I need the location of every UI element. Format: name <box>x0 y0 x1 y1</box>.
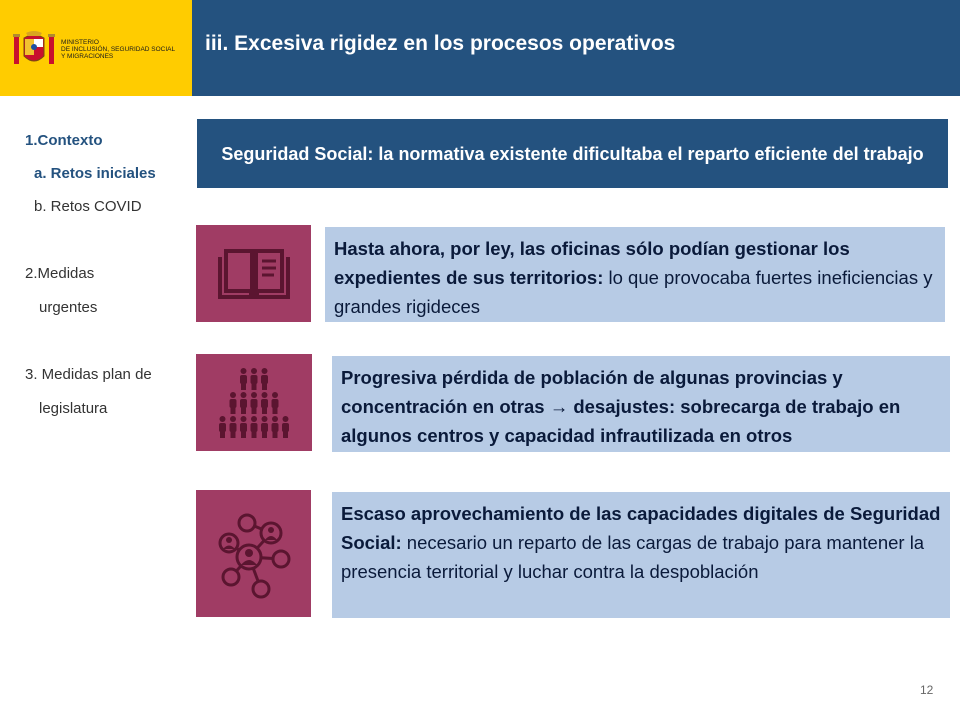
nav-item-medidas-urgentes[interactable]: 2.Medidas <box>25 265 95 282</box>
card-2-text <box>332 356 950 452</box>
person-figure <box>251 392 258 414</box>
person-figure <box>261 392 268 414</box>
book-icon <box>218 245 290 303</box>
card-2-icon-box <box>196 354 312 451</box>
people-pyramid-icon <box>214 363 294 443</box>
card-1-icon-box <box>196 225 311 322</box>
person-figure <box>282 416 289 438</box>
ministry-line: DE INCLUSIÓN, SEGURIDAD SOCIAL <box>61 46 176 53</box>
person-figure <box>272 416 279 438</box>
person-figure <box>261 368 268 390</box>
nav-item-retos-iniciales[interactable]: a. Retos iniciales <box>34 165 156 182</box>
person-figure <box>251 368 258 390</box>
person-figure <box>272 392 279 414</box>
nav-item-contexto[interactable]: 1.Contexto <box>25 132 103 149</box>
nav-item-retos-covid[interactable]: b. Retos COVID <box>34 198 142 215</box>
person-figure <box>230 416 237 438</box>
card-1-bold: Hasta ahora, por ley, las oficinas sólo podían gestionar los expedientes de sus territorios: <box>334 238 850 288</box>
person-figure <box>240 368 247 390</box>
ministry-name <box>61 39 175 60</box>
page-title: iii. Excesiva rigidez en los procesos operativos <box>205 32 676 55</box>
person-figure <box>219 416 226 438</box>
coat-of-arms-icon <box>12 30 56 70</box>
ministry-logo-block <box>0 0 192 96</box>
nav-item-medidas-urgentes-cont[interactable]: urgentes <box>39 299 98 316</box>
nav-item-medidas-plan-cont[interactable]: legislatura <box>39 400 108 417</box>
card-2-bold: Progresiva pérdida de población de algunas provincias y concentración en otras → desajustes: sobrecarga de trabajo en algunos centros y capacidad infrautilizada en otros <box>341 367 901 446</box>
section-banner: Seguridad Social: la normativa existente dificultaba el reparto eficiente del trabajo <box>197 119 948 188</box>
card-1-text <box>325 227 945 322</box>
card-1-rest: lo que provocaba fuertes ineficiencias y grandes rigideces <box>334 267 933 317</box>
ministry-line: MINISTERIO <box>61 39 99 46</box>
ministry-line: Y MIGRACIONES <box>61 53 114 60</box>
page-number: 12 <box>920 683 934 697</box>
card-3-icon-box <box>196 490 311 617</box>
network-people-icon <box>209 509 299 599</box>
person-figure <box>230 392 237 414</box>
person-figure <box>261 416 268 438</box>
card-3-text <box>332 492 950 618</box>
card-3-rest: necesario un reparto de las cargas de trabajo para mantener la presencia territorial y luchar contra la despoblación <box>341 532 925 582</box>
person-figure <box>251 416 258 438</box>
person-figure <box>240 392 247 414</box>
nav-item-medidas-plan[interactable]: 3. Medidas plan de <box>25 366 152 383</box>
person-figure <box>240 416 247 438</box>
card-3-bold: Escaso aprovechamiento de las capacidades digitales de Seguridad Social: <box>341 503 941 553</box>
